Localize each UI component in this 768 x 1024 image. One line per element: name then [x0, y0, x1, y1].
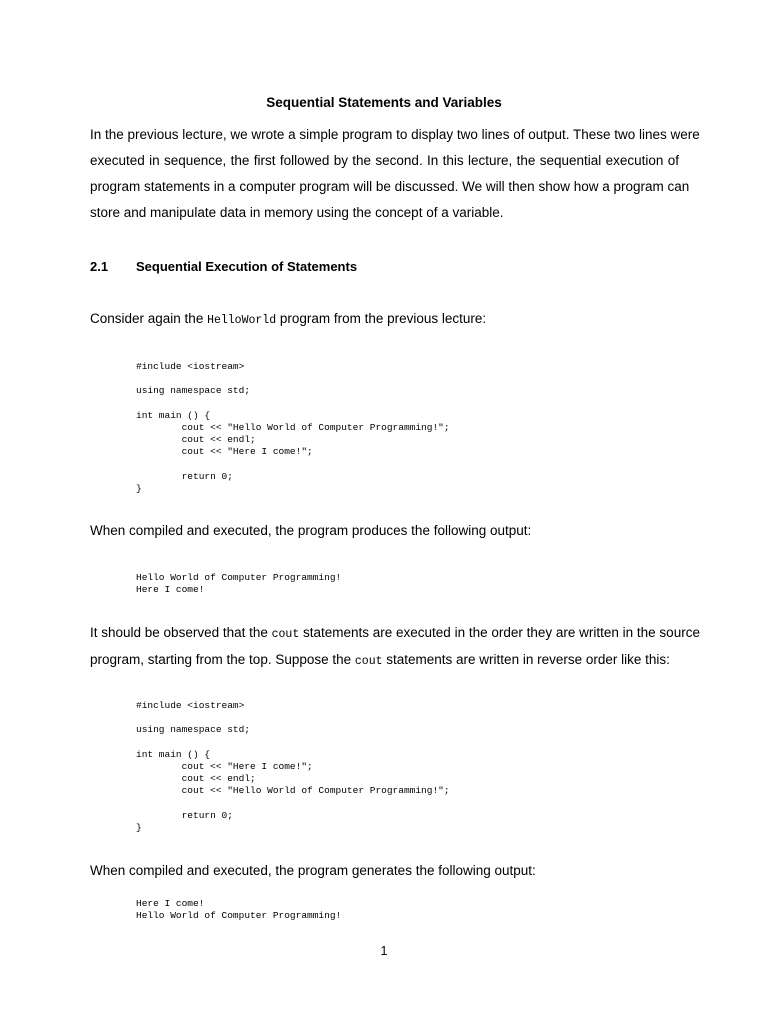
- consider-text-before: Consider again the: [90, 311, 208, 326]
- observation-line1-before: It should be observed that the: [90, 625, 272, 640]
- intro-line-1: In the previous lecture, we wrote a simple program to display two lines of output. These two lines were: [90, 127, 700, 142]
- consider-inline-code: HelloWorld: [207, 314, 277, 327]
- output-intro-2: When compiled and executed, the program generates the following output:: [90, 863, 536, 878]
- observation-line1-code: cout: [271, 628, 300, 641]
- intro-line-2: executed in sequence, the first followed by the second. In this lecture, the sequential execution of: [90, 153, 679, 168]
- observation-line1-after: statements are executed in the order they are written in the source: [299, 625, 700, 640]
- observation-line-2: [90, 651, 670, 671]
- output-block-1: Hello World of Computer Programming! Here I come!: [136, 572, 342, 596]
- output-block-2: Here I come! Hello World of Computer Programming!: [136, 898, 342, 922]
- section-title: Sequential Execution of Statements: [136, 259, 358, 274]
- intro-paragraph: [90, 122, 700, 226]
- code-block-2: #include <iostream> using namespace std; int main () { cout << "Here I come!"; cout << endl; cout << "Hello World of Computer Programming!"; return 0; }: [136, 700, 450, 834]
- page-number: 1: [380, 944, 388, 958]
- section-number: 2.1: [90, 259, 109, 274]
- observation-line-1: [90, 624, 700, 644]
- observation-line2-code: cout: [354, 655, 383, 668]
- section-heading: [90, 258, 357, 276]
- observation-line2-after: statements are written in reverse order like this:: [382, 652, 670, 667]
- intro-line-4: store and manipulate data in memory using the concept of a variable.: [90, 205, 504, 220]
- observation-line2-before: program, starting from the top. Suppose the: [90, 652, 355, 667]
- consider-paragraph: [90, 310, 486, 330]
- page-title: Sequential Statements and Variables: [266, 95, 502, 110]
- code-block-1: #include <iostream> using namespace std; int main () { cout << "Hello World of Computer Programming!"; cout << endl; cout << "Here I come!"; return 0; }: [136, 361, 450, 495]
- intro-line-3: program statements in a computer program will be discussed. We will then show how a program can: [90, 179, 690, 194]
- output-intro-1: When compiled and executed, the program produces the following output:: [90, 523, 532, 538]
- consider-text-after: program from the previous lecture:: [276, 311, 487, 326]
